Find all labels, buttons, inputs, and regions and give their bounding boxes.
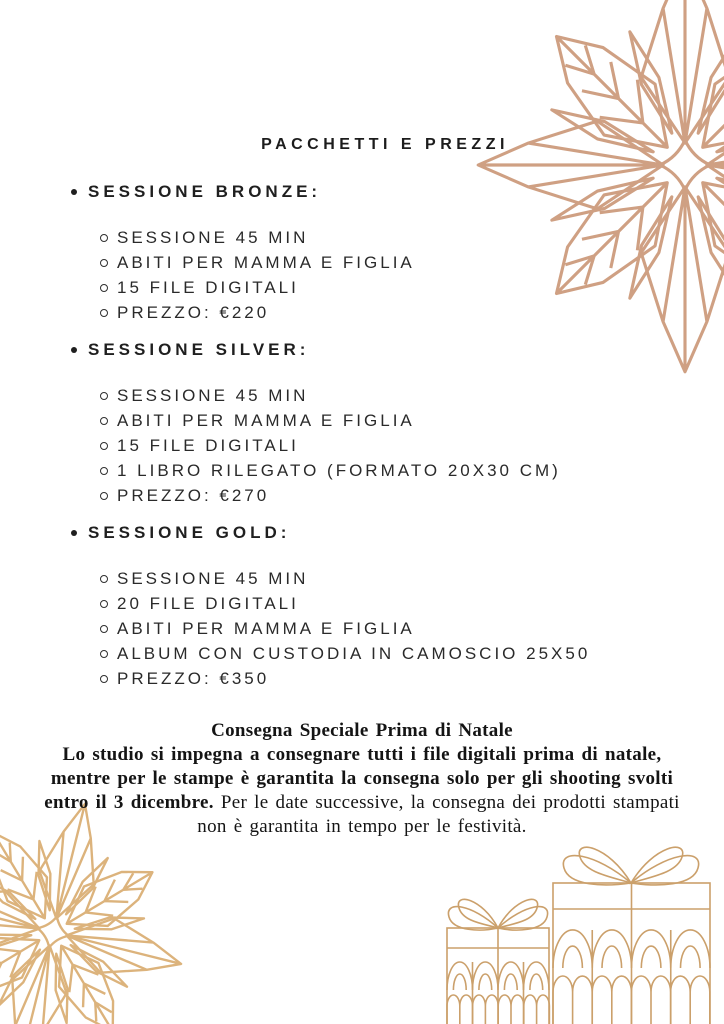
item-text: 15 FILE DIGITALI [117, 278, 299, 297]
gift-boxes-icon [438, 840, 724, 1024]
item-text: PREZZO: €350 [117, 669, 270, 688]
item-text: SESSIONE 45 MIN [117, 228, 309, 247]
circle-bullet-icon [100, 675, 108, 683]
circle-bullet-icon [100, 575, 108, 583]
item-text: PREZZO: €270 [117, 486, 270, 505]
notice-regular-text: Per le date successive, la consegna dei prodotti stampati non è garantita in tempo per le festività. [197, 792, 680, 837]
circle-bullet-icon [100, 600, 108, 608]
package-header [64, 337, 644, 362]
circle-bullet-icon [100, 625, 108, 633]
list-item [64, 300, 644, 325]
circle-bullet-icon [100, 309, 108, 317]
package-items [64, 566, 644, 691]
list-item [64, 483, 644, 508]
package-header [64, 179, 644, 204]
list-item [64, 408, 644, 433]
list-item [64, 250, 644, 275]
item-text: PREZZO: €220 [117, 303, 270, 322]
circle-bullet-icon [100, 417, 108, 425]
item-text: SESSIONE 45 MIN [117, 569, 309, 588]
item-text: ABITI PER MAMMA E FIGLIA [117, 253, 415, 272]
item-text: ABITI PER MAMMA E FIGLIA [117, 411, 415, 430]
package-section-bronze [64, 179, 644, 325]
notice-bold-text: Lo studio si impegna a consegnare tutti i file digitali prima di natale, mentre per le stampe è garantita la consegna solo per gli shooting svolti entro il 3 dicembre. [44, 744, 674, 813]
item-text: SESSIONE 45 MIN [117, 386, 309, 405]
item-text: 15 FILE DIGITALI [117, 436, 299, 455]
list-item [64, 225, 644, 250]
list-item [64, 275, 644, 300]
package-header [64, 520, 644, 545]
package-section-silver [64, 337, 644, 508]
package-name: SESSIONE BRONZE: [88, 182, 322, 201]
list-item [64, 383, 644, 408]
circle-bullet-icon [100, 259, 108, 267]
list-item [64, 616, 644, 641]
item-text: 1 LIBRO RILEGATO (FORMATO 20X30 CM) [117, 461, 561, 480]
list-item [64, 566, 644, 591]
circle-bullet-icon [100, 442, 108, 450]
filled-bullet-icon [71, 530, 77, 536]
item-text: ABITI PER MAMMA E FIGLIA [117, 619, 415, 638]
item-text: 20 FILE DIGITALI [117, 594, 299, 613]
list-item [64, 641, 644, 666]
notice-paragraph [40, 743, 684, 839]
filled-bullet-icon [71, 347, 77, 353]
packages-list [64, 179, 644, 691]
list-item [64, 591, 644, 616]
filled-bullet-icon [71, 189, 77, 195]
circle-bullet-icon [100, 650, 108, 658]
circle-bullet-icon [100, 284, 108, 292]
item-text: ALBUM CON CUSTODIA IN CAMOSCIO 25X50 [117, 644, 591, 663]
package-name: SESSIONE SILVER: [88, 340, 310, 359]
package-items [64, 383, 644, 508]
circle-bullet-icon [100, 392, 108, 400]
circle-bullet-icon [100, 467, 108, 475]
package-items [64, 225, 644, 325]
circle-bullet-icon [100, 492, 108, 500]
delivery-notice [40, 719, 684, 839]
list-item [64, 666, 644, 691]
list-item [64, 433, 644, 458]
circle-bullet-icon [100, 234, 108, 242]
package-name: SESSIONE GOLD: [88, 523, 291, 542]
notice-heading: Consegna Speciale Prima di Natale [211, 720, 513, 741]
list-item [64, 458, 644, 483]
page-title: PACCHETTI E PREZZI [261, 135, 509, 153]
package-section-gold [64, 520, 644, 691]
